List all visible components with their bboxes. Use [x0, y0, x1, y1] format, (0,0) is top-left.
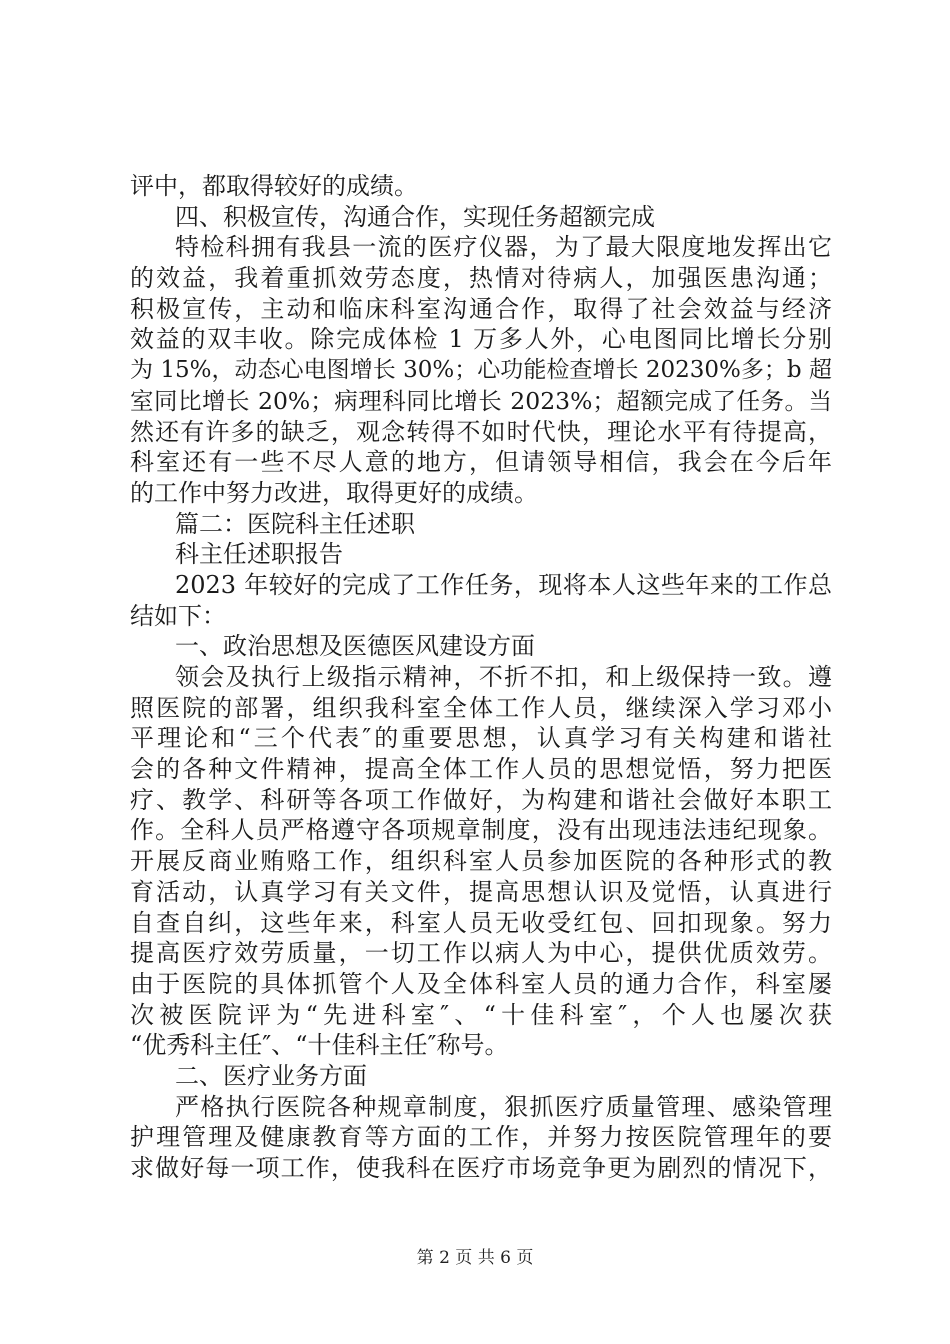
paragraph-line: 的效益，我着重抓效劳态度，热情对待病人，加强医患沟通； — [130, 264, 832, 293]
paragraph-line: 2023 年较好的完成了工作任务，现将本人这些年来的工作总 — [175, 570, 832, 599]
paragraph-line: 效益的双丰收。除完成体检 1 万多人外，心电图同比增长分别 — [130, 325, 832, 354]
paragraph-line: 二、医疗业务方面 — [175, 1061, 367, 1090]
paragraph-line: 评中，都取得较好的成绩。 — [130, 172, 418, 200]
paragraph-line: 作。全科人员严格遵守各项规章制度，没有出现违法违纪现象。 — [130, 816, 832, 845]
paragraph-line: 疗、教学、科研等各项工作做好，为构建和谐社会做好本职工 — [130, 785, 832, 814]
paragraph-line: 护理管理及健康教育等方面的工作，并努力按医院管理年的要 — [130, 1123, 832, 1152]
paragraph-line: 求做好每一项工作，使我科在医疗市场竞争更为剧烈的情况下， — [130, 1154, 832, 1182]
paragraph-line: 科室还有一些不尽人意的地方，但请领导相信，我会在今后年 — [130, 448, 832, 477]
paragraph-line: 提高医疗效劳质量，一切工作以病人为中心，提供优质效劳。 — [130, 939, 832, 968]
paragraph-line: 科主任述职报告 — [175, 540, 343, 569]
paragraph-line: 一、政治思想及医德医风建设方面 — [175, 632, 535, 661]
paragraph-line: 严格执行医院各种规章制度，狠抓医疗质量管理、感染管理 — [175, 1092, 832, 1121]
paragraph-line: 室同比增长 20%；病理科同比增长 2023%；超额完成了任务。当 — [130, 386, 832, 415]
paragraph-line: 平理论和“三个代表″的重要思想，认真学习有关构建和谐社 — [130, 724, 832, 753]
paragraph-line: “优秀科主任″、“十佳科主任″称号。 — [130, 1031, 509, 1060]
paragraph-line: 由于医院的具体抓管个人及全体科室人员的通力合作，科室屡 — [130, 969, 832, 998]
paragraph-line: 的工作中努力改进，取得更好的成绩。 — [130, 478, 538, 507]
paragraph-line: 领会及执行上级指示精神，不折不扣，和上级保持一致。遵 — [175, 663, 832, 691]
document-body — [130, 171, 832, 1184]
paragraph-line: 育活动，认真学习有关文件，提高思想认识及觉悟，认真进行 — [130, 877, 832, 906]
paragraph-line: 次被医院评为“先进科室″、“十佳科室″，个人也屡次获 — [130, 1000, 832, 1029]
paragraph-line: 四、积极宣传，沟通合作，实现任务超额完成 — [175, 202, 655, 231]
paragraph-line: 会的各种文件精神，提高全体工作人员的思想觉悟，努力把医 — [130, 755, 832, 784]
paragraph-line: 自查自纠，这些年来，科室人员无收受红包、回扣现象。努力 — [130, 908, 832, 937]
page-footer: 第 2 页 共 6 页 — [416, 1248, 534, 1268]
paragraph-line: 篇二：医院科主任述职 — [175, 509, 415, 538]
paragraph-line: 为 15%，动态心电图增长 30%；心功能检查增长 20230%多；b 超 — [130, 357, 832, 384]
paragraph-line: 然还有许多的缺乏，观念转得不如时代快，理论水平有待提高， — [130, 417, 832, 446]
paragraph-line: 结如下： — [130, 601, 226, 630]
paragraph-line: 照医院的部署，组织我科室全体工作人员，继续深入学习邓小 — [130, 693, 832, 722]
paragraph-line: 开展反商业贿赂工作，组织科室人员参加医院的各种形式的教 — [130, 847, 832, 876]
paragraph-line: 积极宣传，主动和临床科室沟通合作，取得了社会效益与经济 — [130, 294, 832, 323]
paragraph-line: 特检科拥有我县一流的医疗仪器，为了最大限度地发挥出它 — [175, 233, 832, 262]
